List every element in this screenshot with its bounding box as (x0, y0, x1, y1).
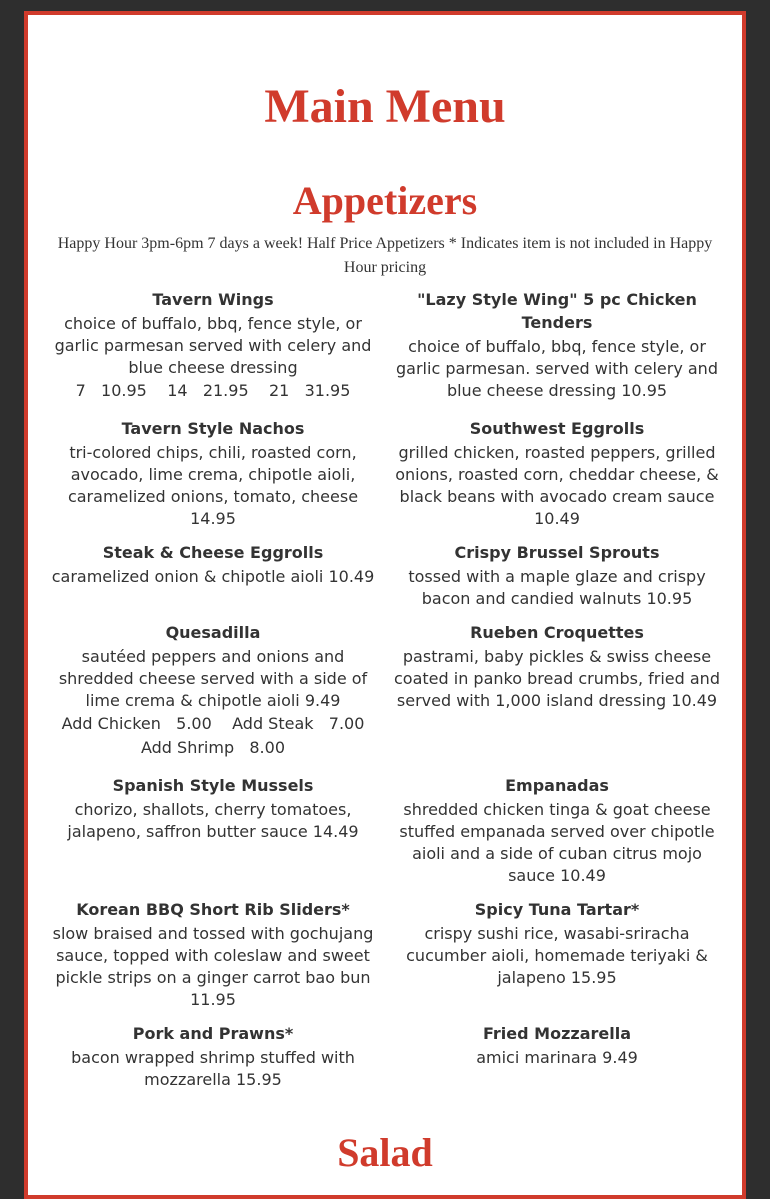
item-description: choice of buffalo, bbq, fence style, or garlic parmesan. served with celery and blue cheese dressing 10.95 (396, 337, 718, 400)
item-description: grilled chicken, roasted peppers, grilled onions, roasted corn, cheddar cheese, & black beans with avocado cream sauce 10.49 (395, 443, 719, 528)
menu-item-tavern-nachos (48, 417, 378, 530)
item-description: crispy sushi rice, wasabi-sriracha cucumber aioli, homemade teriyaki & jalapeno 15.95 (406, 924, 708, 987)
menu-item-southwest-eggrolls (392, 417, 722, 530)
menu-item-rueben-croquettes (392, 621, 722, 712)
menu-item-korean-sliders (48, 898, 378, 1011)
item-description: amici marinara 9.49 (476, 1048, 638, 1067)
item-name: Pork and Prawns* (132, 1024, 294, 1043)
menu-item-quesadilla (48, 621, 385, 760)
menu-item-tavern-wings (48, 288, 378, 403)
item-name: Quesadilla (165, 623, 261, 642)
menu-item-fried-mozzarella (392, 1022, 722, 1069)
happy-hour-note: Happy Hour 3pm-6pm 7 days a week! Half Price Appetizers * Indicates item is not included in Happy Hour pricing (57, 235, 713, 276)
menu-item-chicken-tenders (392, 288, 722, 402)
item-name: Southwest Eggrolls (469, 419, 645, 438)
item-name: Empanadas (505, 776, 609, 795)
item-name: Korean BBQ Short Rib Sliders* (76, 900, 350, 919)
item-name: Crispy Brussel Sprouts (454, 543, 660, 562)
item-description: pastrami, baby pickles & swiss cheese coated in panko bread crumbs, fried and served with 1,000 island dressing 10.49 (394, 647, 720, 710)
item-description: sautéed peppers and onions and shredded cheese served with a side of lime crema & chipotle aioli 9.49 (58, 647, 368, 710)
item-description: caramelized onion & chipotle aioli 10.49 (51, 567, 375, 586)
item-description: tossed with a maple glaze and crispy bacon and candied walnuts 10.95 (408, 567, 706, 608)
menu-item-empanadas (392, 774, 722, 887)
item-description: slow braised and tossed with gochujang sauce, topped with coleslaw and sweet pickle strips on a ginger carrot bao bun 11.95 (52, 924, 374, 1009)
item-name: Spanish Style Mussels (112, 776, 314, 795)
item-name: Tavern Style Nachos (121, 419, 305, 438)
menu-item-spicy-tuna-tartar (392, 898, 722, 989)
item-description: tri-colored chips, chili, roasted corn, avocado, lime crema, chipotle aioli, caramelized onions, tomato, cheese 14.95 (67, 443, 359, 528)
item-name: Rueben Croquettes (470, 623, 644, 642)
item-add-ons: Add Chicken 5.00 Add Steak 7.00 Add Shrimp 8.00 (61, 714, 385, 757)
page-title: Main Menu (264, 80, 506, 133)
item-name: Steak & Cheese Eggrolls (102, 543, 324, 562)
menu-item-spanish-mussels (48, 774, 378, 843)
item-description: chorizo, shallots, cherry tomatoes, jalapeno, saffron butter sauce 14.49 (67, 800, 359, 841)
menu-item-brussel-sprouts (392, 541, 722, 610)
item-description: shredded chicken tinga & goat cheese stuffed empanada served over chipotle aioli and a side of cuban citrus mojo sauce 10.49 (399, 800, 715, 885)
section-heading-appetizers: Appetizers (292, 178, 478, 223)
item-name: "Lazy Style Wing" 5 pc Chicken Tenders (417, 290, 697, 332)
menu-frame (24, 11, 746, 1199)
item-name: Fried Mozzarella (483, 1024, 631, 1043)
menu-item-pork-and-prawns (48, 1022, 378, 1091)
item-name: Spicy Tuna Tartar* (474, 900, 640, 919)
item-description: bacon wrapped shrimp stuffed with mozzarella 15.95 (71, 1048, 355, 1089)
item-name: Tavern Wings (152, 290, 274, 309)
item-description: choice of buffalo, bbq, fence style, or garlic parmesan served with celery and blue cheese dressing (54, 314, 372, 377)
section-heading-salad: Salad (337, 1130, 433, 1175)
item-prices: 7 10.95 14 21.95 21 31.95 (75, 381, 351, 400)
menu-item-steak-eggrolls (48, 541, 378, 588)
